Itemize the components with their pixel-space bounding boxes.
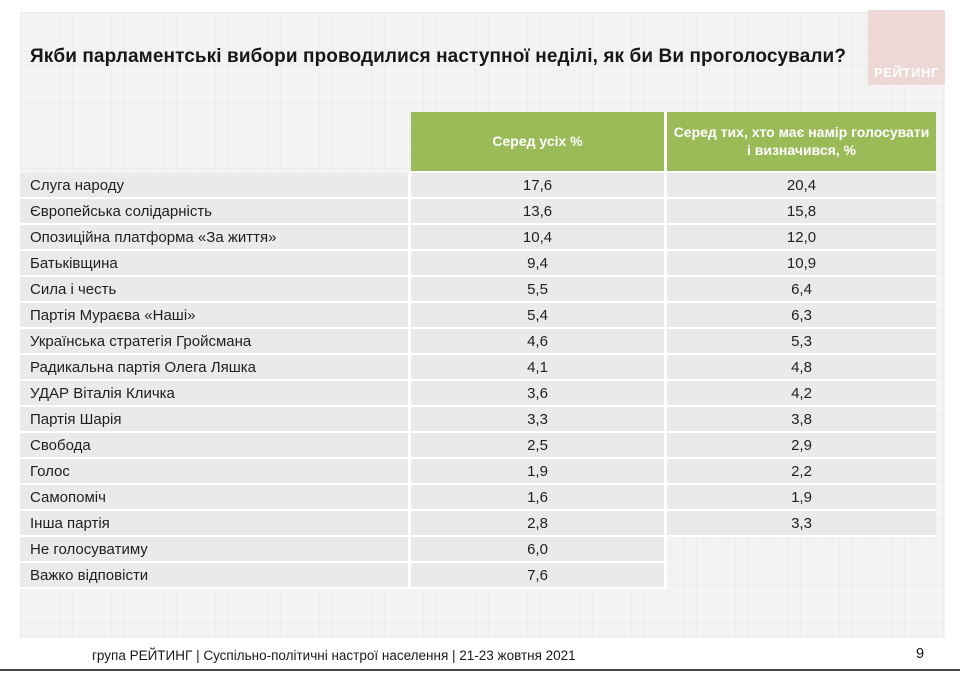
percent-all-cell: 2,8 (411, 511, 667, 537)
party-name-cell: Партія Шарія (20, 407, 411, 433)
percent-decided-cell: 10,9 (667, 251, 936, 277)
poll-results-table (20, 112, 936, 589)
party-name-cell: УДАР Віталія Кличка (20, 381, 411, 407)
party-name-cell: Слуга народу (20, 173, 411, 199)
percent-all-cell: 3,3 (411, 407, 667, 433)
percent-decided-cell: 2,9 (667, 433, 936, 459)
footer-divider-line (0, 669, 960, 671)
percent-decided-cell: 1,9 (667, 485, 936, 511)
percent-all-cell: 9,4 (411, 251, 667, 277)
table-header-spacer (20, 112, 411, 173)
percent-decided-cell (667, 563, 936, 589)
footer-source-text: група РЕЙТИНГ | Суспільно-політичні настрої населення | 21-23 жовтня 2021 (92, 648, 576, 663)
percent-all-cell: 5,4 (411, 303, 667, 329)
percent-decided-cell: 2,2 (667, 459, 936, 485)
percent-decided-cell (667, 537, 936, 563)
percent-all-cell: 17,6 (411, 173, 667, 199)
party-name-cell: Не голосуватиму (20, 537, 411, 563)
percent-all-cell: 10,4 (411, 225, 667, 251)
party-name-cell: Радикальна партія Олега Ляшка (20, 355, 411, 381)
percent-decided-cell: 15,8 (667, 199, 936, 225)
percent-decided-cell: 6,3 (667, 303, 936, 329)
party-name-cell: Сила і честь (20, 277, 411, 303)
party-name-cell: Важко відповісти (20, 563, 411, 589)
party-name-cell: Інша партія (20, 511, 411, 537)
slide-background (20, 12, 945, 638)
percent-all-cell: 7,6 (411, 563, 667, 589)
percent-decided-cell: 12,0 (667, 225, 936, 251)
party-name-cell: Партія Мураєва «Наші» (20, 303, 411, 329)
percent-decided-cell: 5,3 (667, 329, 936, 355)
party-name-cell: Українська стратегія Гройсмана (20, 329, 411, 355)
party-name-cell: Свобода (20, 433, 411, 459)
page-title: Якби парламентські вибори проводилися наступної неділі, як би Ви проголосували? (30, 46, 847, 67)
percent-all-cell: 4,1 (411, 355, 667, 381)
percent-decided-cell: 4,8 (667, 355, 936, 381)
percent-all-cell: 2,5 (411, 433, 667, 459)
percent-all-cell: 3,6 (411, 381, 667, 407)
table-header-decided: Серед тих, хто має намір голосувати і визначився, % (667, 112, 936, 173)
percent-decided-cell: 3,3 (667, 511, 936, 537)
page-number: 9 (915, 646, 925, 662)
percent-decided-cell: 20,4 (667, 173, 936, 199)
percent-decided-cell: 4,2 (667, 381, 936, 407)
rating-logo-text: РЕЙТИНГ (874, 65, 939, 80)
percent-all-cell: 5,5 (411, 277, 667, 303)
percent-all-cell: 6,0 (411, 537, 667, 563)
percent-decided-cell: 6,4 (667, 277, 936, 303)
party-name-cell: Голос (20, 459, 411, 485)
rating-group-logo (868, 10, 945, 85)
percent-all-cell: 4,6 (411, 329, 667, 355)
table-header-all: Серед усіх % (411, 112, 667, 173)
party-name-cell: Батьківщина (20, 251, 411, 277)
party-name-cell: Європейська солідарність (20, 199, 411, 225)
party-name-cell: Опозиційна платформа «За життя» (20, 225, 411, 251)
percent-all-cell: 1,6 (411, 485, 667, 511)
party-name-cell: Самопоміч (20, 485, 411, 511)
percent-all-cell: 13,6 (411, 199, 667, 225)
percent-all-cell: 1,9 (411, 459, 667, 485)
percent-decided-cell: 3,8 (667, 407, 936, 433)
